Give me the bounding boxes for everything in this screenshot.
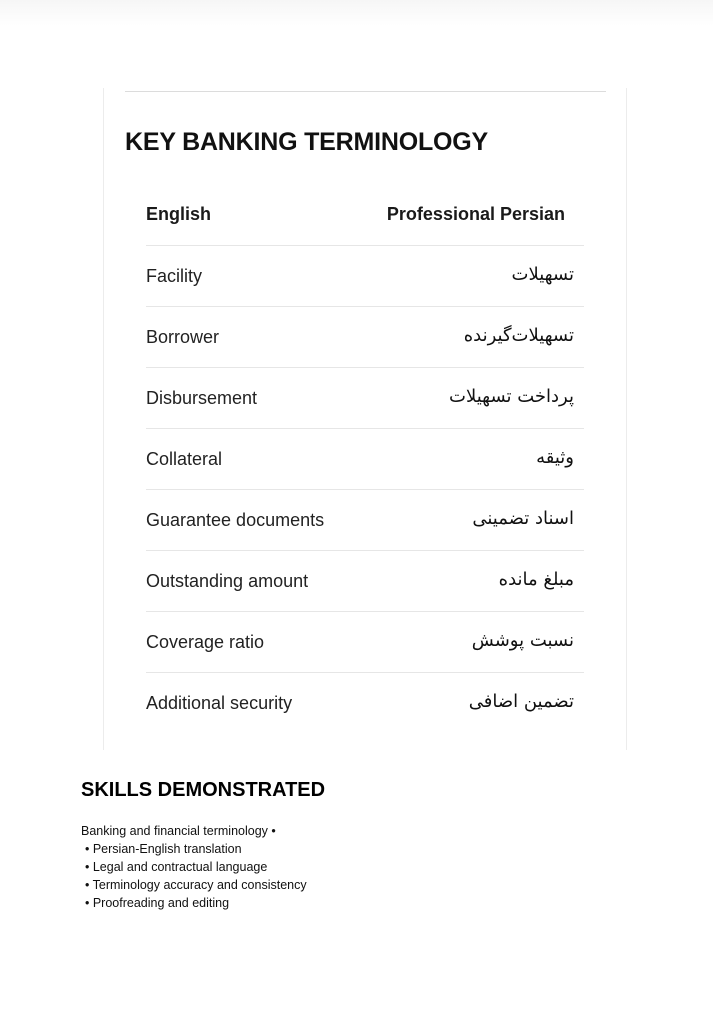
table-row [146,490,584,551]
table-header [146,185,584,246]
persian-term: اسناد تضمینی [472,508,574,529]
terminology-table [146,185,584,733]
skills-list [81,822,307,912]
skill-item: • Terminology accuracy and consistency [85,878,307,892]
english-term: Borrower [146,327,220,347]
terminology-card [103,88,627,750]
column-header-english: English [146,204,212,224]
english-term: Collateral [146,449,223,469]
skill-item: • Legal and contractual language [85,860,268,874]
table-row [146,551,584,612]
table-row [146,612,584,673]
persian-term: وثیقه [536,447,574,468]
divider [125,91,606,92]
skill-item: • Proofreading and editing [85,896,230,910]
table-row [146,368,584,429]
table-row [146,673,584,733]
persian-term: تسهیلات‌گیرنده [463,325,574,346]
english-term: Facility [146,266,203,286]
english-term: Outstanding amount [146,571,309,591]
skill-item: • Persian-English translation [85,842,242,856]
persian-term: تسهیلات [511,264,574,285]
skills-title: SKILLS DEMONSTRATED [81,779,326,801]
persian-term: پرداخت تسهیلات [449,386,574,407]
table-row [146,246,584,307]
column-header-persian: Professional Persian [386,204,565,224]
persian-term: تضمین اضافی [468,691,574,712]
table-row [146,307,584,368]
english-term: Additional security [146,693,293,713]
top-shade [0,0,713,26]
table-row [146,429,584,490]
terminology-title: KEY BANKING TERMINOLOGY [125,128,489,156]
english-term: Coverage ratio [146,632,265,652]
persian-term: نسبت پوشش [471,630,574,651]
skill-item: Banking and financial terminology • [81,824,276,838]
persian-term: مبلغ مانده [498,569,574,590]
english-term: Disbursement [146,388,258,408]
english-term: Guarantee documents [146,510,325,530]
